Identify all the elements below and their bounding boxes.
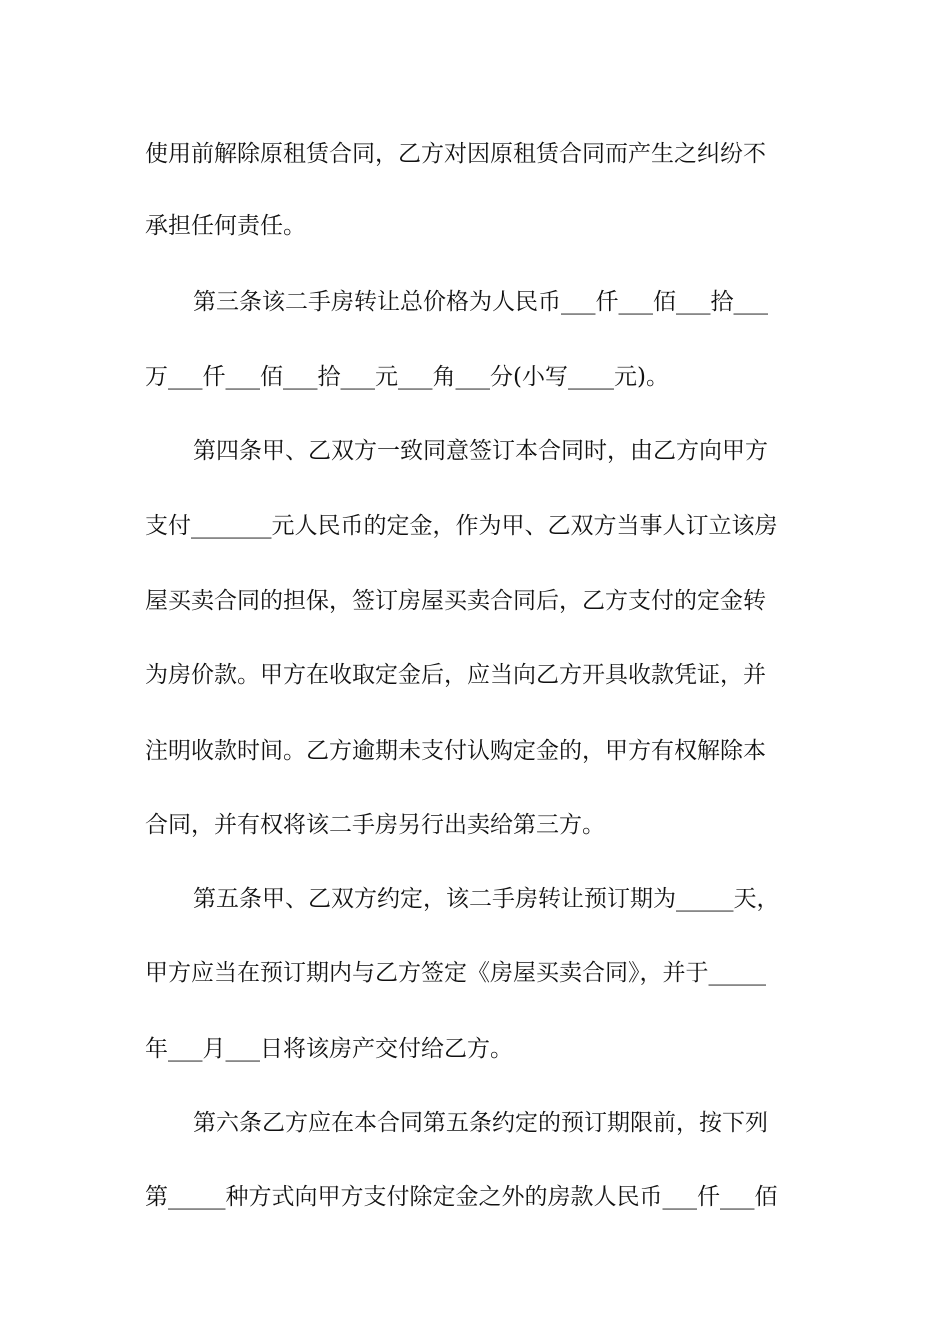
paragraph-line: 合同，并有权将该二手房另行出卖给第三方。 — [145, 812, 605, 838]
paragraph-line: 甲方应当在预订期内与乙方签定《房屋买卖合同》，并于_____ — [145, 960, 766, 986]
paragraph-line: 使用前解除原租赁合同，乙方对因原租赁合同而产生之纠纷不 — [145, 141, 766, 167]
article-3-heading-line: 第三条该二手房转让总价格为人民币___仟___佰___拾___ — [193, 289, 768, 315]
article-6-heading-line: 第六条乙方应在本合同第五条约定的预订期限前，按下列 — [193, 1110, 768, 1136]
article-5-heading-line: 第五条甲、乙双方约定，该二手房转让预订期为_____天， — [193, 886, 780, 912]
paragraph-line: 年___月___日将该房产交付给乙方。 — [145, 1036, 513, 1062]
paragraph-line: 第_____种方式向甲方支付除定金之外的房款人民币___仟___佰 — [145, 1184, 778, 1210]
paragraph-line: 为房价款。甲方在收取定金后，应当向乙方开具收款凭证，并 — [145, 662, 766, 688]
paragraph-line: 注明收款时间。乙方逾期未支付认购定金的，甲方有权解除本 — [145, 738, 766, 764]
paragraph-line: 屋买卖合同的担保，签订房屋买卖合同后，乙方支付的定金转 — [145, 588, 766, 614]
article-4-heading-line: 第四条甲、乙双方一致同意签订本合同时，由乙方向甲方 — [193, 438, 768, 464]
paragraph-line: 承担任何责任。 — [145, 213, 306, 239]
paragraph-line: 支付_______元人民币的定金，作为甲、乙双方当事人订立该房 — [145, 513, 778, 539]
paragraph-line: 万___仟___佰___拾___元___角___分(小写____元)。 — [145, 364, 669, 390]
